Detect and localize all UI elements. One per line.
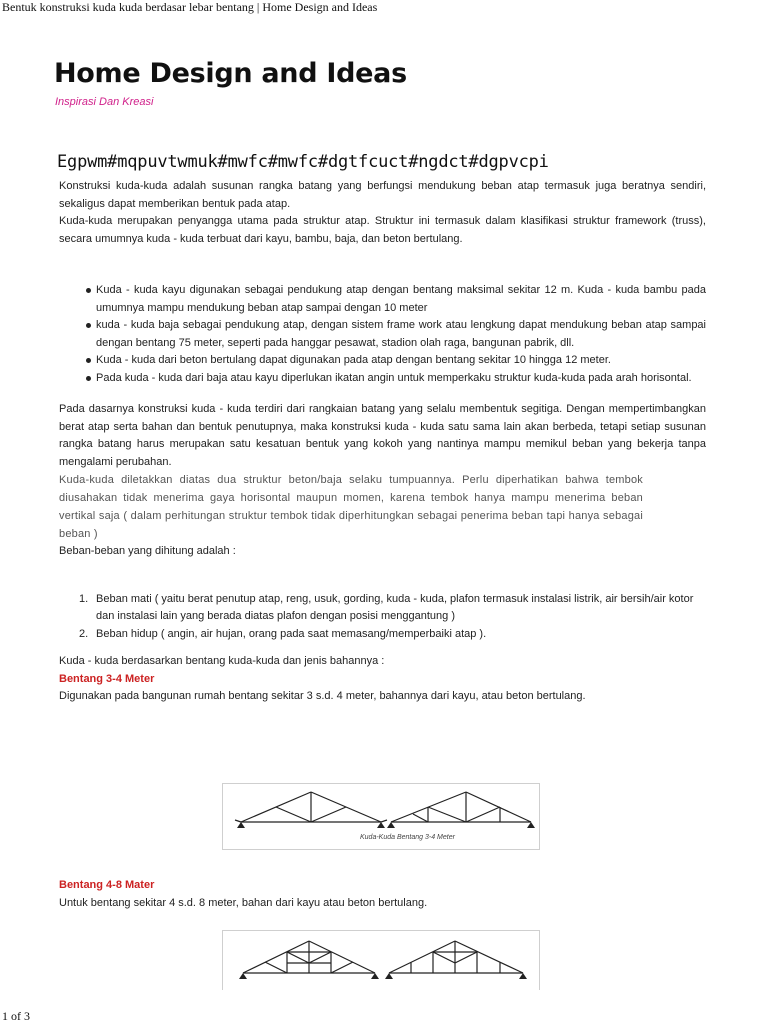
list-text: Beban mati ( yaitu berat penutup atap, reng, usuk, gording, kuda - kuda, plafon termasuk instalasi listrik, air bersih/air kotor dan instalasi lain yang berada diatas plafon dengan posisi menggantung ): [96, 592, 694, 622]
truss-material-list: [96, 282, 706, 387]
truss-diagram: [223, 931, 541, 991]
truss-figure-4-8: [222, 930, 540, 990]
section-text-3-4: Digunakan pada bangunan rumah bentang sekitar 3 s.d. 4 meter, bahannya dari kayu, atau beton bertulang.: [59, 690, 586, 702]
site-title[interactable]: Home Design and Ideas: [54, 58, 407, 89]
intro-paragraph-1: Konstruksi kuda-kuda adalah susunan rangka batang yang berfungsi mendukung beban atap termasuk juga beratnya sendiri, sekaligus dapat memberikan bentuk pada atap.: [59, 180, 706, 210]
list-item: Kuda - kuda dari beton bertulang dapat digunakan pada atap dengan bentang sekitar 10 hingga 12 meter.: [96, 352, 706, 370]
print-footer: 1 of 3: [2, 1009, 30, 1023]
section-heading-4-8: Bentang 4-8 Mater: [59, 879, 155, 891]
print-header: Bentuk konstruksi kuda kuda berdasar lebar bentang | Home Design and Ideas: [2, 0, 378, 14]
kuda-intro: Kuda - kuda berdasarkan bentang kuda-kuda dan jenis bahannya :: [59, 655, 385, 667]
list-item: Pada kuda - kuda dari baja atau kayu diperlukan ikatan angin untuk memperkaku struktur kuda-kuda pada arah horisontal.: [96, 370, 706, 388]
intro-paragraph-2: Kuda-kuda merupakan penyangga utama pada struktur atap. Struktur ini termasuk dalam klasifikasi struktur framework (truss), secara umumnya kuda - kuda terbuat dari kayu, bambu, baja, dan beton bertulang.: [59, 215, 706, 245]
quote-block: Kuda-kuda diletakkan diatas dua struktur beton/baja selaku tumpuannya. Perlu diperhatikan bahwa tembok diusahakan tidak menerima gaya horisontal maupun momen, karena tembok hanya mampu menerima beban vertikal saja ( dalam perhitungan struktur tembok tidak diperhitungkan sebagai penerima beban tapi hanya sebagai beban ): [59, 474, 643, 540]
site-tagline: Inspirasi Dan Kreasi: [55, 96, 154, 108]
section-4-8: [59, 877, 706, 912]
list-item: [79, 591, 706, 626]
list-text: Beban hidup ( angin, air hujan, orang pada saat memasang/memperbaiki atap ).: [96, 627, 487, 640]
beban-intro: Beban-beban yang dihitung adalah :: [59, 545, 236, 557]
section-text-4-8: Untuk bentang sekitar 4 s.d. 8 meter, bahan dari kayu atau beton bertulang.: [59, 896, 428, 909]
post-title: Egpwm#mqpuvtwmuk#mwfc#mwfc#dgtfcuct#ngdct#dgpvcpi: [57, 152, 549, 172]
section-heading-3-4: Bentang 3-4 Meter: [59, 672, 155, 685]
list-number: 1.: [79, 592, 89, 605]
list-number: 2.: [79, 627, 89, 640]
list-item: [79, 626, 706, 644]
body-paragraph: Pada dasarnya konstruksi kuda - kuda terdiri dari rangkaian batang yang selalu membentuk segitiga. Dengan mempertimbangkan berat atap serta bahan dan bentuk penutupnya, maka konstruksi kuda - kuda satu sama lain akan berbeda, tetapi setiap susunan rangka batang harus merupakan satu kesatuan bentuk yang kokoh yang nantinya mampu memikul beban yang bekerja tanpa mengalami perubahan.: [59, 403, 706, 468]
figure-caption: Kuda-Kuda Bentang 3-4 Meter: [360, 834, 455, 841]
post-content: [59, 178, 706, 706]
beban-list: [79, 591, 706, 644]
list-item: kuda - kuda baja sebagai pendukung atap, dengan sistem frame work atau lengkung dapat mendukung beban atap sampai dengan bentang 75 meter, seperti pada hanggar pesawat, stadion olah raga, bangunan pabrik, dll.: [96, 317, 706, 352]
truss-figure-3-4: [222, 783, 540, 850]
truss-diagram: [223, 784, 541, 851]
list-item: Kuda - kuda kayu digunakan sebagai pendukung atap dengan bentang maksimal sekitar 12 m. Kuda - kuda bambu pada umumnya mampu mendukung beban atap sampai dengan 10 meter: [96, 282, 706, 317]
